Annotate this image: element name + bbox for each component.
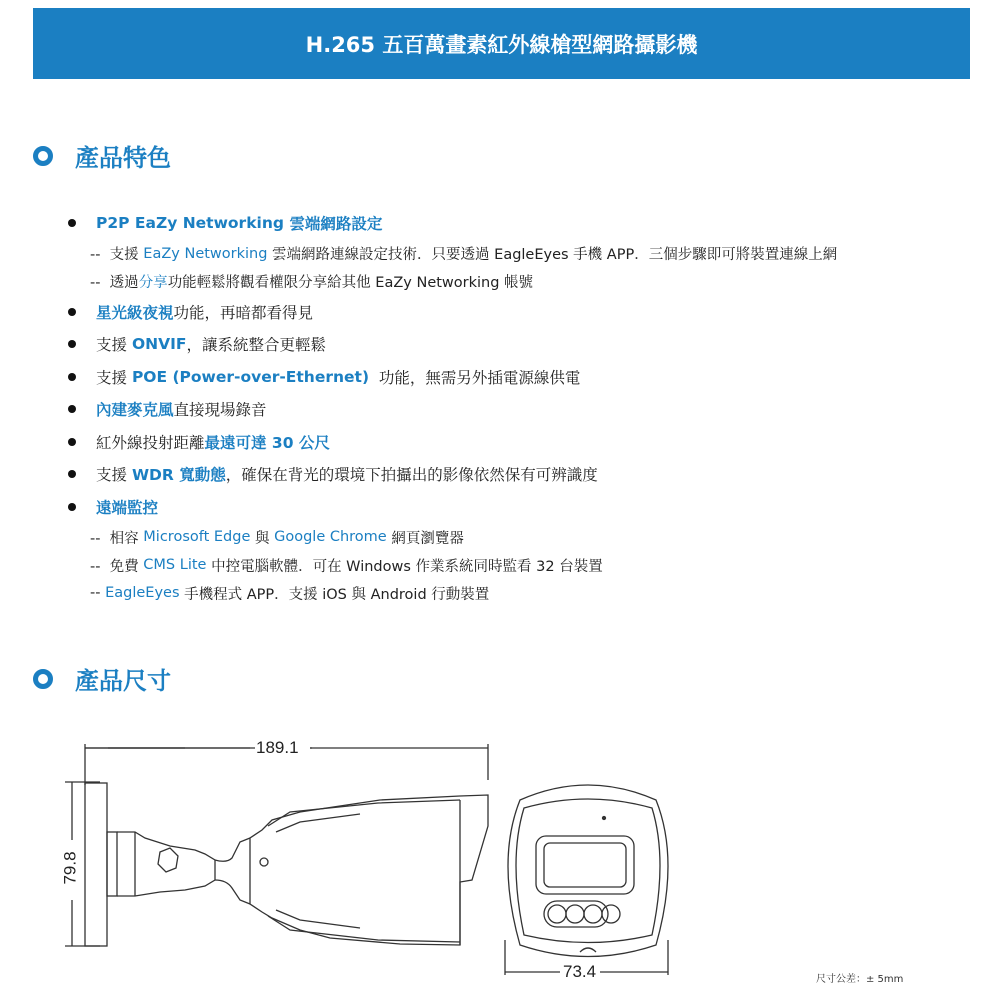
highlight-text: WDR 寬動態 — [131, 466, 226, 485]
title-banner: H.265 五百萬畫素紅外線槍型網路攝影機 — [33, 8, 970, 79]
highlight-text: 遠端監控 — [96, 498, 159, 517]
feature-text: 紅外線投射距離 — [96, 433, 205, 452]
highlight-text: 星光級夜視 — [96, 303, 174, 322]
feature-text: 手機程式 APP．支援 iOS 與 Android 行動裝置 — [179, 586, 490, 603]
feature-text: ，讓系統整合更輕鬆 — [186, 336, 326, 355]
section-title: 產品特色 — [75, 144, 171, 172]
feature-text: -- 相容 — [90, 530, 144, 547]
feature-text: 中控電腦軟體．可在 Windows 作業系統同時監看 32 台裝置 — [206, 558, 603, 575]
feature-text: -- 支援 — [90, 247, 144, 263]
highlight-text: Google Chrome — [274, 529, 387, 545]
highlight-text: EagleEyes — [105, 585, 180, 601]
feature-text: -- 透過 — [90, 275, 139, 291]
length-dimension-label: 189.1 — [256, 738, 299, 757]
feature-text: 支援 — [96, 466, 132, 485]
feature-text: 網頁瀏覽器 — [386, 530, 464, 547]
tolerance-note: 尺寸公差：± 5mm — [816, 974, 904, 985]
highlight-text: ONVIF — [131, 335, 187, 354]
highlight-text: Microsoft Edge — [143, 529, 251, 545]
highlight-text: P2P EaZy Networking — [96, 214, 290, 233]
height-dimension-label: 79.8 — [60, 851, 80, 885]
feature-text: 功能，再暗都看得見 — [173, 303, 314, 322]
feature-text: 功能輕鬆將觀看權限分享給其他 EaZy Networking 帳號 — [167, 275, 534, 291]
feature-text: ，確保在背光的環境下拍攝出的影像依然保有可辨識度 — [225, 466, 598, 485]
highlight-text: POE (Power-over-Ethernet) — [131, 367, 370, 386]
highlight-text: 分享 — [138, 275, 168, 291]
highlight-text: 最遠可達 30 公尺 — [204, 433, 330, 452]
feature-text: 與 — [250, 530, 275, 547]
feature-text: 直接現場錄音 — [173, 401, 267, 420]
highlight-text: 內建麥克風 — [96, 401, 174, 420]
section-title: 產品尺寸 — [75, 667, 171, 695]
feature-text: -- 免費 — [90, 558, 144, 575]
highlight-text: 雲端網路設定 — [289, 215, 383, 234]
feature-text: -- — [90, 585, 106, 601]
highlight-text: CMS Lite — [143, 557, 207, 573]
feature-text: 支援 — [96, 336, 132, 355]
highlight-text: EaZy Networking — [143, 245, 268, 262]
feature-text: 功能，無需另外插電源線供電 — [369, 368, 581, 387]
feature-text: 雲端網路連線設定技術．只要透過 EagleEyes 手機 APP．三個步驟即可將裝置連線上網 — [267, 247, 838, 263]
width-dimension-label: 73.4 — [563, 962, 597, 981]
feature-text: 支援 — [96, 368, 132, 387]
